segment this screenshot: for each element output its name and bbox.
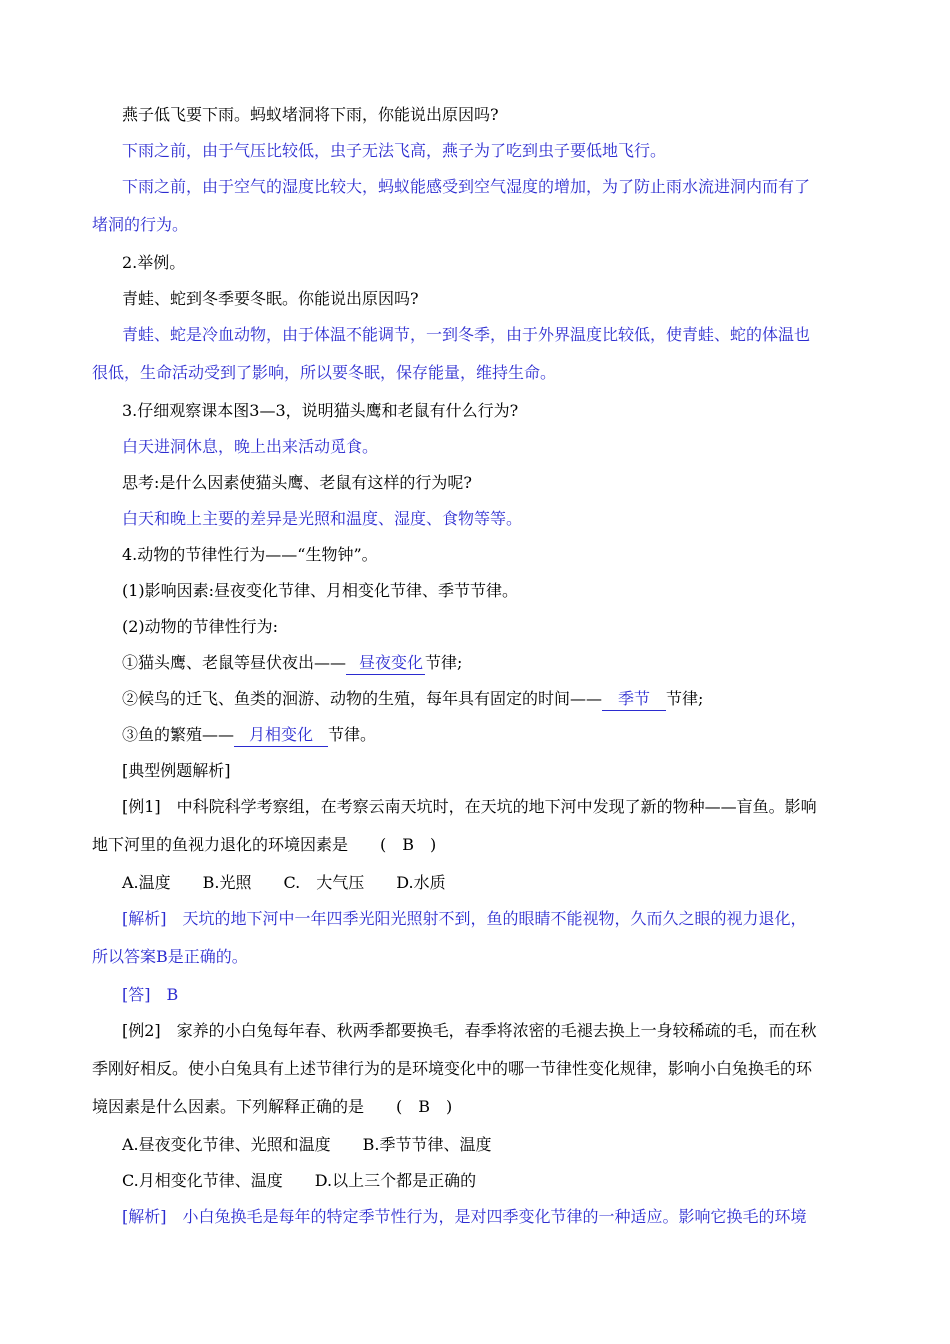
- blank-answer-day-night: 昼夜变化: [346, 652, 425, 675]
- rhythmic-behavior-heading: (2)动物的节律性行为:: [122, 617, 279, 636]
- question-hibernation: 青蛙、蛇到冬季要冬眠。你能说出原因吗?: [122, 289, 419, 308]
- answer-owl-mouse: 白天进洞休息，晚上出来活动觅食。: [122, 437, 379, 456]
- answer-ant-line1: 下雨之前，由于空气的湿度比较大，蚂蚁能感受到空气湿度的增加，为了防止雨水流进洞内而有了: [122, 177, 811, 196]
- example2-line3: 境因素是什么因素。下列解释正确的是 ( B ): [92, 1097, 453, 1116]
- example2-line1: [例2] 家养的小白兔每年春、秋两季都要换毛，春季将浓密的毛褪去换上一身较稀疏的毛，而在秋: [122, 1021, 817, 1040]
- example1-answer: [答] B: [122, 985, 179, 1004]
- fill-blank-lunar: ③鱼的繁殖—— 月相变化 节律。: [0, 724, 950, 747]
- fill-blank-season: ②候鸟的迁飞、鱼类的洄游、动物的生殖，每年具有固定的时间—— 季节 节律;: [0, 688, 950, 711]
- example2-options-ab: A.昼夜变化节律、光照和温度 B.季节节律、温度: [122, 1135, 492, 1154]
- answer-swallow: 下雨之前，由于气压比较低，虫子无法飞高，燕子为了吃到虫子要低地飞行。: [122, 141, 667, 160]
- think-question: 思考:是什么因素使猫头鹰、老鼠有这样的行为呢?: [122, 473, 472, 492]
- typical-examples-heading: [典型例题解析]: [122, 761, 231, 780]
- answer-hibernation-line2: 很低，生命活动受到了影响，所以要冬眠，保存能量，维持生命。: [92, 363, 557, 382]
- section-example: 2.举例。: [122, 253, 186, 272]
- example2-analysis-line1: [解析] 小白兔换毛是每年的特定季节性行为，是对四季变化节律的一种适应。影响它换毛的环境: [122, 1207, 807, 1226]
- example2-line2: 季刚好相反。使小白兔具有上述节律行为的是环境变化中的哪一节律性变化规律，影响小白兔换毛的环: [92, 1059, 813, 1078]
- question-owl-mouse: 3.仔细观察课本图3—3，说明猫头鹰和老鼠有什么行为?: [122, 401, 519, 420]
- example1-options: A.温度 B.光照 C. 大气压 D.水质: [122, 873, 446, 892]
- question-swallow-ant: 燕子低飞要下雨。蚂蚁堵洞将下雨，你能说出原因吗?: [122, 105, 499, 124]
- influencing-factors: (1)影响因素:昼夜变化节律、月相变化节律、季节节律。: [122, 581, 519, 600]
- blank-answer-lunar: 月相变化: [234, 724, 328, 747]
- answer-ant-line2: 堵洞的行为。: [92, 215, 189, 234]
- think-answer: 白天和晚上主要的差异是光照和温度、湿度、食物等等。: [122, 509, 523, 528]
- fill-blank-day-night: ①猫头鹰、老鼠等昼伏夜出—— 昼夜变化 节律;: [0, 652, 950, 675]
- example1-line2: 地下河里的鱼视力退化的环境因素是 ( B ): [92, 835, 437, 854]
- example1-analysis-line2: 所以答案B是正确的。: [92, 947, 248, 966]
- blank-answer-season: 季节: [602, 688, 666, 711]
- section-biological-clock: 4.动物的节律性行为——“生物钟”。: [122, 545, 378, 564]
- example1-analysis-line1: [解析] 天坑的地下河中一年四季光阳光照射不到，鱼的眼睛不能视物，久而久之眼的视力退化，: [122, 909, 807, 928]
- example2-options-cd: C.月相变化节律、温度 D.以上三个都是正确的: [122, 1171, 477, 1190]
- answer-hibernation-line1: 青蛙、蛇是冷血动物，由于体温不能调节，一到冬季，由于外界温度比较低，使青蛙、蛇的体温也: [122, 325, 811, 344]
- example1-line1: [例1] 中科院科学考察组，在考察云南天坑时，在天坑的地下河中发现了新的物种——盲鱼。影响: [122, 797, 817, 816]
